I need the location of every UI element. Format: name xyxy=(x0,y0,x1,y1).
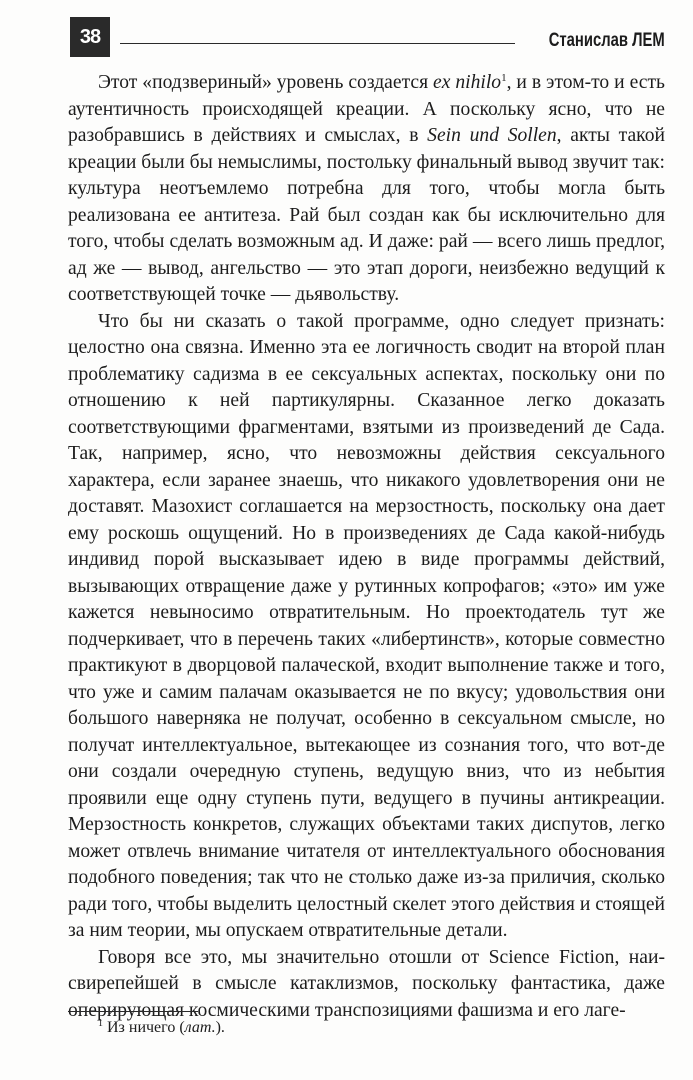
footnote xyxy=(98,1018,225,1038)
body-text xyxy=(68,70,665,1024)
paragraph-1-part-1: Этот «подзвериный» уровень создается xyxy=(98,72,434,93)
running-header xyxy=(70,17,665,57)
german-phrase-sein-und-sollen: Sein und Sollen xyxy=(427,125,557,146)
paragraph-2: Что бы ни сказать о такой программе, одно следует признать: целостно она связна. Именно эта ее логичность сводит на второй план проблематику садизма в ее сексуальных аспектах, поскольку они по отношению к ней партикулярны. Сказанное легко доказать соответствующими фрагментами, взятыми из произведений де Сада. Так, например, ясно, что невозможны действия сексуального характера, если заранее знаешь, что никакого удовлетворения они не доставят. Мазохист соглашается на мерзостность, поскольку она дает ему роскошь ощущений. Но в произведениях де Сада какой-нибудь индивид порой высказывает идею в виде программы действий, вызывающих отвращение даже у рутинных копрофагов; «это» им уже кажется невыносимо отвратительным. Но проектодатель тут же подчеркивает, что в перечень таких «либертинств», которые совместно практикуют в дворцовой палаческой, входит выполнение также и того, что уже и самим палачам оказывается не по вкусу; удовольствия они большого наверняка не получат, особенно в сексуальном смысле, но получат интеллектуальное, вытекающее из сознания того, что вот-де они создали очередную ступень, ведущую вниз, что из небытия проявили еще одну ступень пути, ведущего в пучины антикреации. Мерзостность конкретов, служащих объектами таких диспутов, легко может отвлечь внимание читателя от интеллектуального обоснования подобного поведения; так что не столько даже из-за приличия, сколько ради того, чтобы выделить целостный скелет этого действия и стоящей за ним теории, мы опускаем отвратительные детали. xyxy=(68,310,665,941)
paragraph-3: Говоря все это, мы значительно отошли от Science Fiction, наисвирепейшей в смысле катаклизмов, поскольку фантастика, даже оперирующая космическими транспозициями фашизма и его лаге- xyxy=(68,946,665,1021)
footnote-rule xyxy=(68,1011,198,1012)
header-rule xyxy=(120,43,515,44)
footnote-marker: 1 xyxy=(98,1018,103,1029)
page-number: 38 xyxy=(70,17,110,57)
latin-phrase-ex-nihilo: ex nihilo xyxy=(433,72,502,93)
paragraph-1-part-3: , акты такой креации были бы немыслимы, постольку финальный вывод звучит так: культура неотъемлемо потребна для того, чтобы могла быть реализована ее антитеза. Рай был создан как бы исключительно для того, чтобы сделать возможным ад. И даже: рай — всего лишь предлог, ад же — вывод, ангельство — это этап дороги, неизбежно ведущий к соответствующей точке — дьявольству. xyxy=(68,125,665,305)
paragraph-1-part-2: , и в этом-то и есть аутентичность происходящей креации. А поскольку ясно, что не разобравшись в действиях и смыслах, в xyxy=(68,72,665,146)
footnote-tail: ). xyxy=(215,1019,225,1036)
running-head-author: Станислав ЛЕМ xyxy=(548,30,665,51)
paragraph-1 xyxy=(68,70,665,309)
footnote-italic: лат. xyxy=(184,1019,216,1036)
footnote-ref: 1 xyxy=(501,72,507,84)
footnote-text: Из ничего ( xyxy=(103,1019,185,1036)
